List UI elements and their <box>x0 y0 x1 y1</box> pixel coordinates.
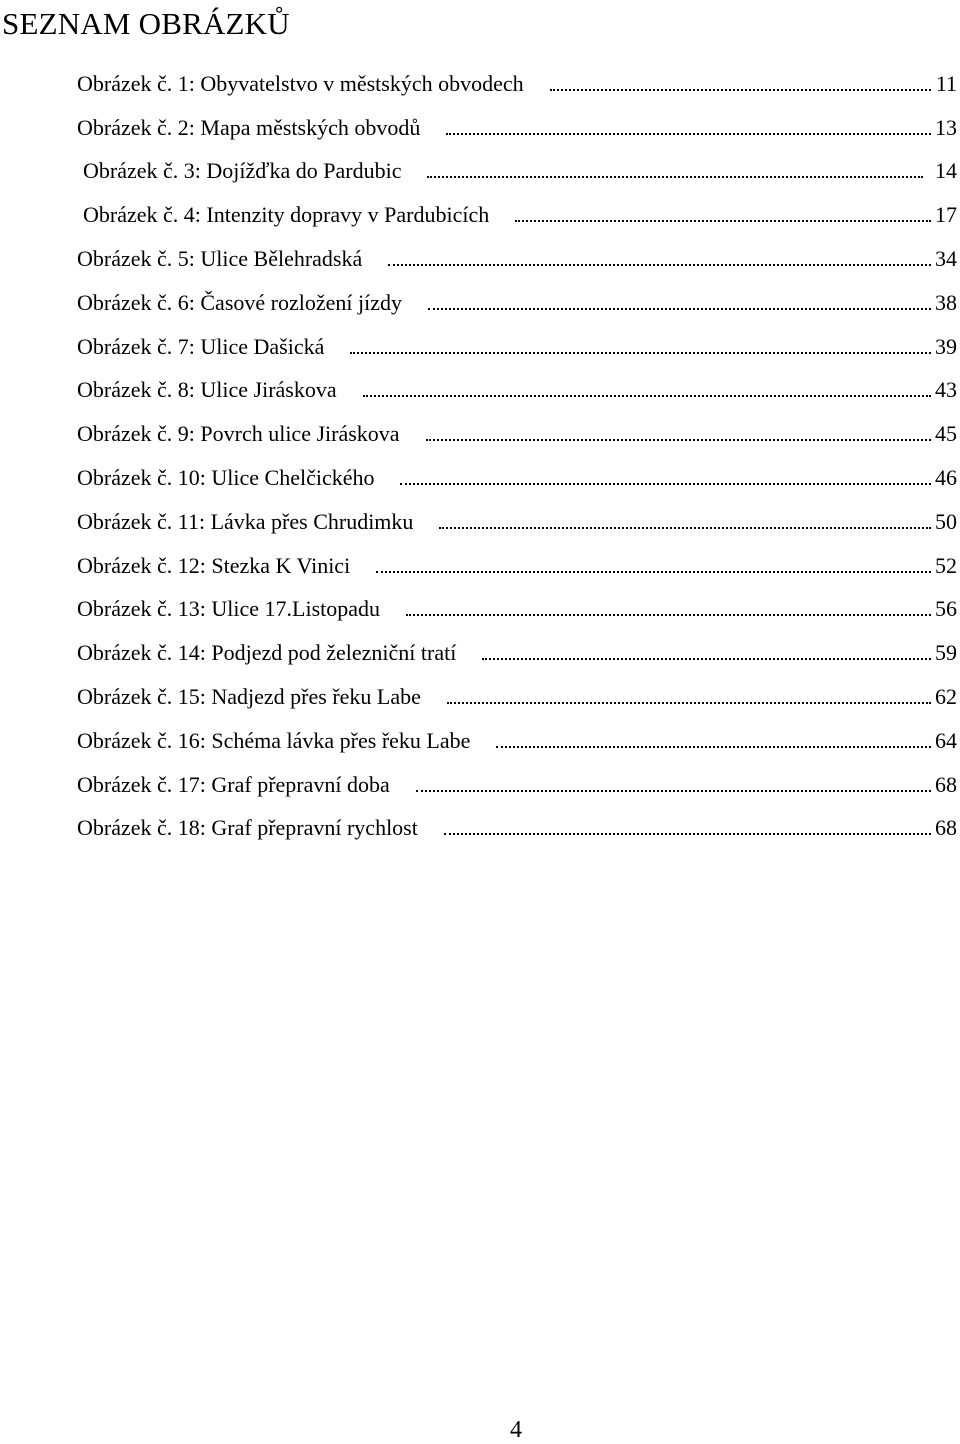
toc-entry-page: 68 <box>935 815 957 841</box>
toc-entry-page: 34 <box>935 245 957 271</box>
toc-entry[interactable] <box>77 362 957 406</box>
toc-entry-page: 17 <box>935 202 957 228</box>
toc-entry-page: 50 <box>935 508 957 534</box>
toc-entry-label: Obrázek č. 10: Ulice Chelčického <box>77 464 375 490</box>
toc-entry-page: 64 <box>935 727 957 753</box>
toc-entry[interactable] <box>77 668 957 712</box>
toc-entry-page: 38 <box>935 289 957 315</box>
toc-entry-label: Obrázek č. 9: Povrch ulice Jiráskova <box>77 421 400 447</box>
toc-entry-label: Obrázek č. 6: Časové rozložení jízdy <box>77 289 402 315</box>
toc-entry-label: Obrázek č. 3: Dojížďka do Pardubic <box>83 158 402 184</box>
toc-entry-page: 14 <box>935 158 957 184</box>
toc-entry-page: 62 <box>935 683 957 709</box>
dot-leader <box>447 702 931 704</box>
dot-leader <box>400 483 931 485</box>
toc-entry-label: Obrázek č. 1: Obyvatelstvo v městských obvodech <box>77 70 524 96</box>
toc-entry-page: 52 <box>935 552 957 578</box>
dot-leader <box>406 614 931 616</box>
dot-leader <box>427 176 923 178</box>
toc-entry[interactable] <box>77 186 957 230</box>
dot-leader <box>426 439 931 441</box>
toc-entry-label: Obrázek č. 7: Ulice Dašická <box>77 333 325 359</box>
toc-entry[interactable] <box>77 800 957 844</box>
dot-leader <box>444 833 931 835</box>
toc-entry-page: 43 <box>935 377 957 403</box>
dot-leader <box>515 220 931 222</box>
dot-leader <box>482 658 931 660</box>
toc-entry[interactable] <box>77 405 957 449</box>
toc-entry[interactable] <box>77 493 957 537</box>
dot-leader <box>550 89 931 91</box>
toc-entry-page: 39 <box>935 333 957 359</box>
dot-leader <box>363 395 931 397</box>
toc-entry[interactable] <box>77 624 957 668</box>
toc-entry-label: Obrázek č. 11: Lávka přes Chrudimku <box>77 508 414 534</box>
toc-entry-page: 59 <box>935 640 957 666</box>
toc-entry-label: Obrázek č. 2: Mapa městských obvodů <box>77 114 421 140</box>
toc-entry[interactable] <box>77 712 957 756</box>
dot-leader <box>439 527 931 529</box>
toc-entry[interactable] <box>77 274 957 318</box>
toc-entry[interactable] <box>77 55 957 99</box>
toc-entry-page: 68 <box>935 771 957 797</box>
toc-entry-page: 56 <box>935 596 957 622</box>
dot-leader <box>496 746 931 748</box>
toc-entry-label: Obrázek č. 12: Stezka K Vinici <box>77 552 351 578</box>
toc-entry[interactable] <box>77 581 957 625</box>
toc-entry-page: 13 <box>935 114 957 140</box>
toc-entry-label: Obrázek č. 4: Intenzity dopravy v Pardubicích <box>83 202 490 228</box>
dot-leader <box>416 790 931 792</box>
toc-entry[interactable] <box>77 756 957 800</box>
dot-leader <box>428 308 931 310</box>
toc-entry[interactable] <box>77 537 957 581</box>
toc-entry-label: Obrázek č. 17: Graf přepravní doba <box>77 771 390 797</box>
page-title: SEZNAM OBRÁZKŮ <box>2 6 290 41</box>
dot-leader <box>376 571 931 573</box>
toc-entry-label: Obrázek č. 5: Ulice Bělehradská <box>77 245 363 271</box>
dot-leader <box>446 133 931 135</box>
dot-leader <box>388 264 931 266</box>
toc-entry[interactable] <box>77 449 957 493</box>
toc-entry[interactable] <box>77 99 957 143</box>
toc-entry-label: Obrázek č. 16: Schéma lávka přes řeku Labe <box>77 727 471 753</box>
toc-entry-page: 45 <box>935 421 957 447</box>
dot-leader <box>350 352 931 354</box>
toc-entry-page: 11 <box>935 70 957 96</box>
toc-entry-page: 46 <box>935 464 957 490</box>
toc-entry[interactable] <box>77 318 957 362</box>
toc-entry[interactable] <box>77 143 957 187</box>
list-of-figures <box>77 55 957 843</box>
toc-entry-label: Obrázek č. 14: Podjezd pod železniční tratí <box>77 640 457 666</box>
toc-entry-label: Obrázek č. 15: Nadjezd přes řeku Labe <box>77 683 421 709</box>
page-number: 4 <box>510 1417 522 1443</box>
toc-entry[interactable] <box>77 230 957 274</box>
toc-entry-label: Obrázek č. 8: Ulice Jiráskova <box>77 377 337 403</box>
toc-entry-label: Obrázek č. 18: Graf přepravní rychlost <box>77 815 418 841</box>
toc-entry-label: Obrázek č. 13: Ulice 17.Listopadu <box>77 596 381 622</box>
